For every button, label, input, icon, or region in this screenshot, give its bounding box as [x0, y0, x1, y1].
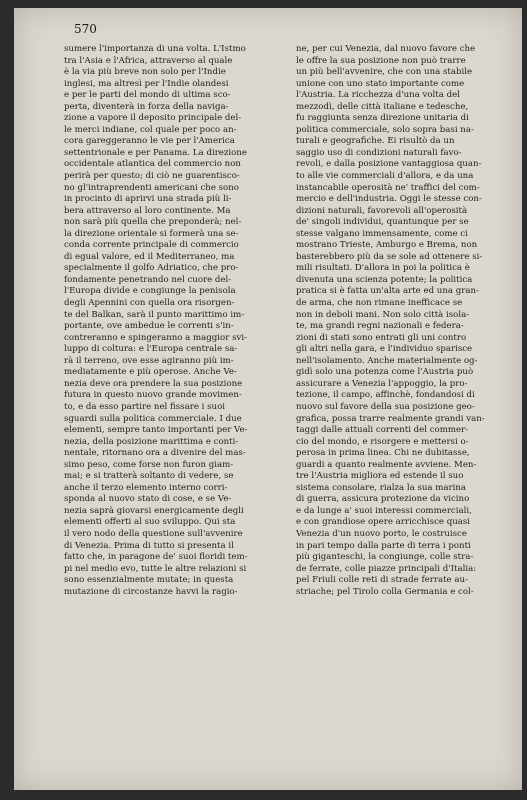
- text-line: basterebbero più da se sole ad ottenere si-: [296, 251, 483, 262]
- text-line: stesse valgano immensamente, come ci: [296, 228, 468, 239]
- text-line: l'Europa divide e congiunge la penisola: [64, 286, 236, 297]
- text-line: cio del mondo, e risorgere e mettersi o-: [296, 436, 469, 447]
- text-line: instancabile operosità ne' traffici del com-: [296, 182, 480, 193]
- text-line: gidì solo una potenza come l'Austria può: [296, 367, 474, 378]
- text-line: simo peso, come forse non furon giam-: [64, 459, 234, 470]
- text-line: un più bell'avvenire, che con una stabile: [296, 67, 473, 78]
- text-line: mili risultati. D'allora in poi la politica è: [296, 263, 470, 274]
- text-line: in pari tempo dalla parte di terra i ponti: [296, 540, 471, 551]
- text-line: pi nel medio evo, tutte le altre relazioni si: [64, 563, 247, 574]
- text-line: fu raggiunta senza direzione unitaria di: [296, 113, 469, 124]
- text-line: to, e da esso partire nel fissare i suoi: [64, 401, 225, 412]
- text-line: elementi, sempre tanto importanti per Ve-: [64, 425, 248, 436]
- text-line: perirà per questo; di ciò ne guarentisco-: [64, 171, 240, 182]
- text-line: portante, ove ambedue le correnti s'in-: [64, 321, 234, 332]
- text-line: de' singoli individui, quantunque per se: [296, 217, 469, 228]
- text-line: in procinto di aprirvi una strada più li-: [64, 194, 232, 205]
- text-line: to alle vie commerciali d'allora, e da una: [296, 171, 474, 182]
- text-line: tezione, il campo, affinchè, fondandosi di: [296, 390, 475, 401]
- text-line: nell'isolamento. Anche materialmente og-: [296, 355, 478, 366]
- text-line: unione con uno stato importante come: [296, 78, 465, 89]
- text-line: nezia, della posizione marittima e conti-: [64, 436, 239, 447]
- text-line: e per le parti del mondo di ultima sco-: [64, 90, 231, 101]
- text-line: cora gareggeranno le vie per l'America: [64, 136, 235, 147]
- text-line: tra l'Asia e l'Africa, attraverso al quale: [64, 55, 233, 66]
- right-text-column: [296, 44, 511, 598]
- text-line: di egual valore, ed il Mediterraneo, ma: [64, 251, 235, 262]
- text-line: fondamente penetrando nel cuore del-: [64, 274, 232, 285]
- left-text-column: [64, 44, 284, 598]
- text-line: nuovo sul favore della sua posizione geo-: [296, 401, 475, 412]
- text-line: più giganteschi, la congiunge, colle stra-: [296, 552, 474, 563]
- text-line: inglesi, ma altresì per l'Indie olandesi: [64, 78, 229, 89]
- text-line: de ferrate, colle piazze principali d'Italia:: [296, 563, 477, 574]
- text-line: sumere l'importanza di una volta. L'Istmo: [64, 44, 246, 54]
- text-line: dizioni naturali, favorevoli all'operosità: [296, 205, 468, 216]
- text-line: elementi offerti al suo sviluppo. Qui sta: [64, 517, 236, 528]
- text-line: non in deboli mani. Non solo città isola-: [296, 309, 470, 320]
- text-line: de arma, che non rimane inefficace se: [296, 298, 463, 309]
- text-line: mai; e si tratterà soltanto di vedere, se: [64, 471, 234, 482]
- text-line: gli altri nella gara, e l'individuo sparisce: [296, 344, 473, 355]
- text-line: è la via più breve non solo per l'Indie: [64, 67, 226, 78]
- text-line: luppo di coltura: e l'Europa centrale sa-: [64, 344, 238, 355]
- text-line: rà il terreno, ove esse agiranno più im-: [64, 355, 234, 366]
- text-line: nentale, ritornano ora a divenire del mas-: [64, 448, 246, 459]
- text-line: l'Austria. La ricchezza d'una volta del: [296, 90, 460, 101]
- text-line: e con grandiose opere arricchisce quasi: [296, 517, 471, 528]
- text-line: anche il terzo elemento interno corri-: [64, 482, 228, 493]
- text-line: striache; pel Tirolo colla Germania e col-: [296, 586, 474, 597]
- text-line: assicurare a Venezia l'appoggio, la pro-: [296, 378, 468, 389]
- text-line: il vero nodo della questione sull'avvenire: [64, 528, 243, 539]
- text-line: grafica, possa trarre realmente grandi van-: [296, 413, 485, 424]
- text-line: revoli, e dalla posizione vantaggiosa quan-: [296, 159, 482, 170]
- text-line: perta, diventerà in forza della naviga-: [64, 101, 229, 112]
- book-page: [14, 8, 522, 790]
- text-line: te del Balkan, sarà il punto marittimo im-: [64, 309, 245, 320]
- text-line: zioni di stati sono entrati gli uni contro: [296, 332, 467, 343]
- text-line: guardi a quanto realmente avviene. Men-: [296, 459, 477, 470]
- text-line: fatto che, in paragone de' suoi floridi tem-: [64, 552, 248, 563]
- text-line: perosa in prima linea. Chi ne dubitasse,: [296, 448, 470, 459]
- text-line: taggi dalle attuali correnti del commer-: [296, 425, 469, 436]
- text-line: ne, per cui Venezia, dal nuovo favore che: [296, 44, 476, 54]
- text-line: mediatamente e più operose. Anche Ve-: [64, 367, 237, 378]
- text-line: futura in questo nuovo grande movimen-: [64, 390, 242, 401]
- text-line: la direzione orientale si formerà una se-: [64, 228, 239, 239]
- text-line: conda corrente principale di commercio: [64, 240, 239, 251]
- text-line: sistema consolare, rialza la sua marina: [296, 482, 467, 493]
- text-line: le merci indiane, col quale per poco an-: [64, 124, 237, 135]
- text-line: Venezia d'un nuovo porto, le costruisce: [296, 528, 467, 539]
- text-line: occidentale atlantica del commercio non: [64, 159, 241, 170]
- text-line: tre l'Austria migliora ed estende il suo: [296, 471, 464, 482]
- text-line: nezia saprà giovarsi energicamente degli: [64, 505, 244, 516]
- text-line: contreranno e spingeranno a maggior svi-: [64, 332, 247, 343]
- text-line: te, ma grandi regni nazionali e federa-: [296, 321, 464, 332]
- text-line: le offre la sua posizione non può trarre: [296, 55, 466, 66]
- page-number: 570: [74, 22, 97, 36]
- text-line: mutazione di circostanze havvi la ragio-: [64, 586, 238, 597]
- text-line: politica commerciale, solo sopra basi na-: [296, 124, 474, 135]
- text-line: settentrionale e per Panama. La direzione: [64, 147, 247, 158]
- text-line: sponda al nuovo stato di cose, e se Ve-: [64, 494, 232, 505]
- text-line: degli Apennini con quella ora risorgen-: [64, 298, 235, 309]
- text-line: specialmente il golfo Adriatico, che pro-: [64, 263, 239, 274]
- text-line: mostrano Trieste, Amburgo e Brema, non: [296, 240, 478, 251]
- text-line: bera attraverso al loro continente. Ma: [64, 205, 231, 216]
- text-line: e da lunge a' suoi interessi commerciali,: [296, 505, 472, 516]
- text-line: mercio e dell'industria. Oggi le stesse con-: [296, 194, 482, 205]
- text-line: nezia deve ora prendere la sua posizione: [64, 378, 243, 389]
- text-line: divenuta una scienza potente; la politica: [296, 274, 473, 285]
- text-line: turali e geografiche. Ei risultò da un: [296, 136, 455, 147]
- text-line: mezzodì, delle città italiane e tedesche,: [296, 101, 469, 112]
- text-line: sono essenzialmente mutate; in questa: [64, 575, 234, 586]
- text-line: pratica si è fatta un'alta arte ed una gran-: [296, 286, 479, 297]
- text-line: zione a vapore il deposito principale del-: [64, 113, 242, 124]
- text-line: di guerra, assicura protezione da vicino: [296, 494, 470, 505]
- text-line: saggio uso di condizioni naturali favo-: [296, 147, 462, 158]
- text-line: sguardi sulla politica commerciale. I due: [64, 413, 242, 424]
- text-line: non sarà più quella che preponderà; nel-: [64, 217, 242, 228]
- text-line: no gl'intraprendenti americani che sono: [64, 182, 239, 193]
- text-line: di Venezia. Prima di tutto si presenta il: [64, 540, 234, 551]
- text-line: pel Friuli colle reti di strade ferrate au-: [296, 575, 468, 586]
